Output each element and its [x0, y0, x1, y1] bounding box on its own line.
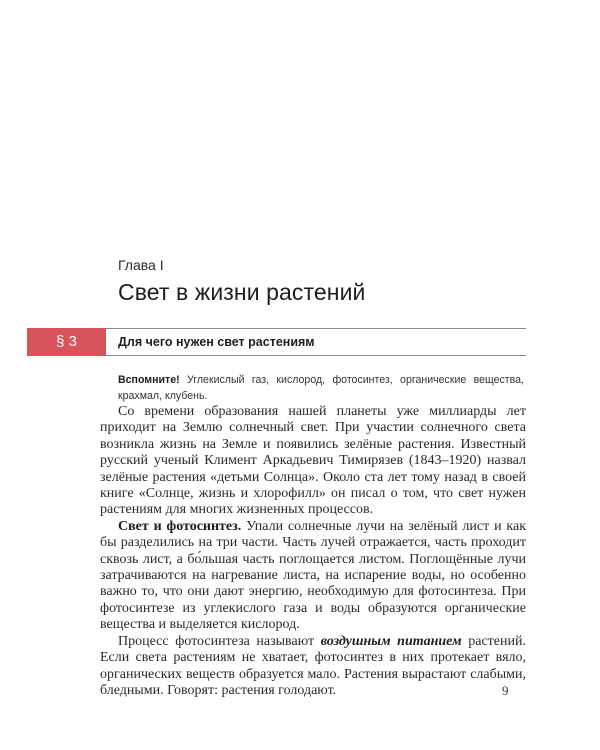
paragraph-3-start: Процесс фотосинтеза называют	[118, 633, 321, 649]
section-header	[27, 328, 526, 356]
page-number: 9	[502, 683, 509, 698]
paragraph-3	[100, 634, 526, 700]
subheading-light-photosynthesis: Свет и фотосинтез.	[118, 518, 242, 534]
remember-text: Углекислый газ, кислород, фотосинтез, органические вещества, крахмал, клубень.	[118, 374, 524, 402]
paragraph-1: Со времени образования нашей планеты уже миллиарды лет приходит на Землю солнечный свет. При участии солнечного света возникла жизнь на Земле и появились зелёные растения. Известный русский ученый Климент Аркадьевич Тимирязев (1843–1920) назвал зелёные растения «детьми Солнца». Около ста лет тому назад в своей книге «Солнце, жизнь и хлорофилл» он писал о том, что свет нужен растениям для многих жизненных процессов.	[100, 404, 526, 518]
section-number: § 3	[27, 328, 106, 356]
term-air-nutrition: воздушным питанием	[320, 633, 462, 649]
paragraph-2-text: Упали солнечные лучи на зелёный лист и как бы разделились на три части. Часть лучей отражается, часть проходит сквозь лист, а бо́льшая часть поглощается листом. Поглощённые лучи затрачиваются на нагревание листа, на испарение воды, но особенно важно то, что они дают энергию, необходимую для фотосинтеза. При фотосинтезе из углекислого газа и воды образуются органические вещества и выделяется кислород.	[100, 518, 527, 633]
chapter-title: Свет в жизни растений	[118, 279, 366, 305]
section-title: Для чего нужен свет растениям	[118, 335, 315, 349]
paragraph-3-text: растений. Если света растениям не хватает, фотосинтез в них протекает вяло, органических веществ образуется мало. Растения вырастают слабыми, бледными. Говорят: растения голодают.	[100, 633, 526, 698]
remember-block	[118, 372, 524, 404]
body-text	[100, 404, 526, 699]
remember-label: Вспомните!	[118, 374, 180, 386]
chapter-label: Глава I	[118, 257, 164, 273]
paragraph-2	[100, 519, 526, 634]
